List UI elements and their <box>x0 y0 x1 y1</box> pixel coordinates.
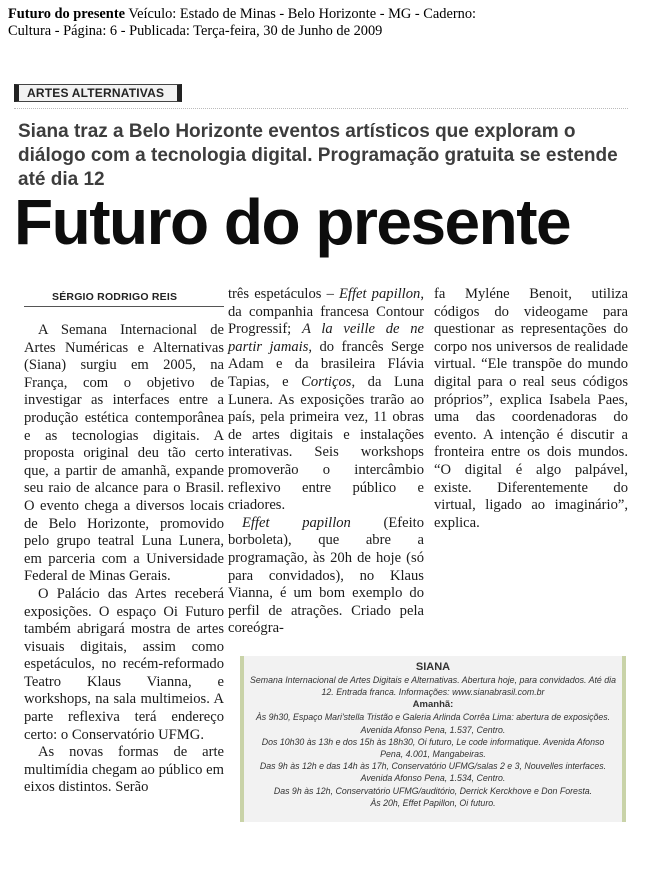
clipping-details-line2: Cultura - Página: 6 - Publicada: Terça-feira, 30 de Junho de 2009 <box>8 23 383 39</box>
byline-divider <box>24 306 224 307</box>
infobox-title: SIANA <box>415 661 451 673</box>
work-title: Effet papillon <box>339 286 421 302</box>
section-divider <box>14 108 628 109</box>
clipping-header <box>8 6 658 40</box>
infobox-content <box>250 660 616 809</box>
article-paragraph: A Semana Internacional de Artes Numéricas e Alternativas (Siana) surgiu em 2005, na França, com o objetivo de investigar as interfaces entre a produção estética contemporânea e as tecnologias digitais. A proposta original deu tão certo que, a partir de amanhã, expande seu raio de alcance para o Brasil. O evento chega a diversos locais de Belo Horizonte, promovido pelo grupo teatral Luna Lunera, em parceria com a Universidade Federal de Minas Gerais. <box>24 322 224 585</box>
infobox-subhead: Amanhã: <box>412 699 454 711</box>
clipping-details-line1: Veículo: Estado de Minas - Belo Horizonte - MG - Caderno: <box>125 6 477 22</box>
article-paragraph <box>228 515 424 638</box>
event-infobox <box>240 656 626 822</box>
text-run: , da Luna Lunera. As exposições trarão ao país, pela primeira vez, 11 obras de artes digitais e instalações interativas. Seis workshops promoverão o intercâmbio reflexivo entre público e criadores. <box>228 373 424 514</box>
text-run: três espetáculos – <box>228 286 339 302</box>
infobox-intro: Semana Internacional de Artes Digitais e Alternativas. Abertura hoje, para convidados. Até dia 12. Entrada franca. Informações: www.sianabrasil.com.br <box>250 675 616 698</box>
infobox-line: Às 9h30, Espaço Mari'stella Tristão e Galeria Arlinda Corrêa Lima: abertura de exposições. Avenida Afonso Pena, 1.537, Centro. <box>255 712 611 735</box>
infobox-left-edge <box>240 656 244 822</box>
infobox-line: Das 9h às 12h, Conservatório UFMG/auditório, Derrick Kerckhove e Don Foresta. <box>273 785 593 796</box>
text-run: (Efeito borboleta), que abre a programação, às 20h de hoje (só para convidados), no Klaus Vianna, é um bom exemplo do perfil de atrações. Criado pela coreógra- <box>228 514 424 637</box>
article-paragraph: O Palácio das Artes receberá exposições. O espaço Oi Futuro também abrigará mostra de artes visuais digitais, assim como espetáculos, no recém-reformado Teatro Klaus Vianna, e workshops, na sala multimeios. A parte reflexiva terá endereço certo: o Conservatório UFMG. <box>24 585 224 743</box>
article-column-1 <box>24 322 224 797</box>
work-title: Effet papillon <box>242 514 351 531</box>
infobox-line: Das 9h às 12h e das 14h às 17h, Conservatório UFMG/salas 2 e 3, Nouvelles interfaces. Avenida Afonso Pena, 1.534, Centro. <box>259 761 607 784</box>
infobox-line: Às 20h, Effet Papillon, Oi futuro. <box>370 797 496 808</box>
article-paragraph <box>228 286 424 515</box>
text-run: , da companhia francesa Contour Progressif; <box>228 286 424 338</box>
article-subtitle: Siana traz a Belo Horizonte eventos artísticos que exploram o diálogo com a tecnologia digital. Programação gratuita se estende até dia 12 <box>18 121 618 190</box>
text-run: , do francês Serge Adam e da brasileira Flávia Tapias, e <box>228 338 424 390</box>
article-paragraph: fa Myléne Benoit, utiliza códigos do videogame para questionar as representações do corpo nos universos de realidade virtual. “Ele transpõe do mundo digital para o real seus códigos próprios”, explica Isabela Paes, uma das coordenadoras do evento. A intenção é discutir a fronteira entre os dois mundos. “O digital é algo palpável, existe. Diferentemente do virtual, ligado ao imaginário”, explica. <box>434 286 628 531</box>
infobox-right-edge <box>622 656 626 822</box>
article-byline: SÉRGIO RODRIGO REIS <box>52 291 178 303</box>
work-title: Cortiços <box>301 373 352 390</box>
article-paragraph: As novas formas de arte multimídia chegam ao público em eixos distintos. Serão <box>24 744 224 796</box>
article-column-3 <box>434 286 628 532</box>
article-headline: Futuro do presente <box>14 186 571 258</box>
clipping-title: Futuro do presente <box>8 6 125 22</box>
infobox-line: Dos 10h30 às 13h e dos 15h às 18h30, Oi futuro, Le code informatique. Avenida Afonso Pena, 4.001, Mangabeiras. <box>261 736 605 760</box>
article-column-2 <box>228 286 424 638</box>
work-title: A la veille de ne partir jamais <box>228 321 424 355</box>
section-tag: ARTES ALTERNATIVAS <box>14 84 182 102</box>
